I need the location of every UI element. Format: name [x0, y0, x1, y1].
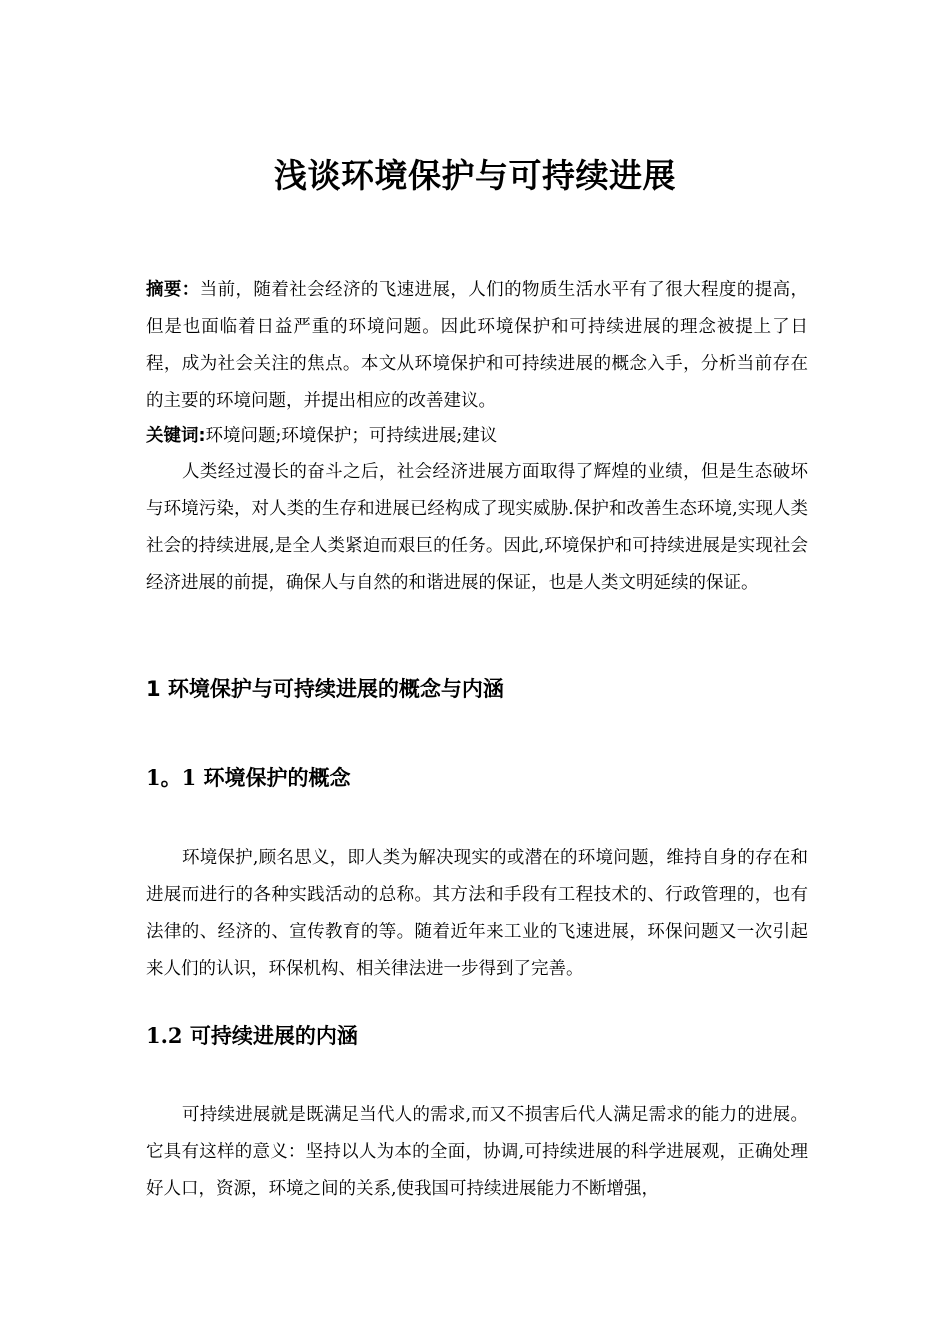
- abstract-text: 当前，随着社会经济的飞速进展，人们的物质生活水平有了很大程度的提高，但是也面临着日益严重的环境问题。因此环境保护和可持续进展的理念被提上了日程，成为社会关注的焦点。本文从环境保护和可持续进展的概念入手，分析当前存在的主要的环境问题，并提出相应的改善建议。: [146, 280, 809, 411]
- section-1-1-paragraph: 环境保护,顾名思义，即人类为解决现实的或潜在的环境问题，维持自身的存在和进展而进行的各种实践活动的总称。其方法和手段有工程技术的、行政管理的，也有法律的、经济的、宣传教育的等。随着近年来工业的飞速进展，环保问题又一次引起来人们的认识，环保机构、相关律法进一步得到了完善。: [146, 848, 808, 979]
- keywords-label: 关键词:: [146, 426, 206, 446]
- section-1-heading: 1 环境保护与可持续进展的概念与内涵: [146, 677, 504, 701]
- section-1-1-heading: 1。1 环境保护的概念: [146, 765, 351, 790]
- abstract-paragraph: [146, 272, 808, 420]
- keywords-line: [146, 418, 808, 454]
- section-1-2-paragraph: 可持续进展就是既满足当代人的需求,而又不损害后代人满足需求的能力的进展。它具有这样的意义：坚持以人为本的全面，协调,可持续进展的科学进展观，正确处理好人口，资源，环境之间的关系,使我国可持续进展能力不断增强，: [146, 1105, 808, 1199]
- document-title: 浅谈环境保护与可持续进展: [274, 156, 676, 195]
- keywords-text: 环境问题;环境保护；可持续进展;建议: [205, 426, 498, 446]
- section-1-2-heading: 1.2 可持续进展的内涵: [146, 1023, 358, 1048]
- intro-paragraph: 人类经过漫长的奋斗之后，社会经济进展方面取得了辉煌的业绩，但是生态破坏与环境污染，对人类的生存和进展已经构成了现实威胁.保护和改善生态环境,实现人类社会的持续进展,是全人类紧迫而艰巨的任务。因此,环境保护和可持续进展是实现社会经济进展的前提，确保人与自然的和谐进展的保证，也是人类文明延续的保证。: [146, 462, 808, 593]
- abstract-label: 摘要：: [146, 280, 200, 300]
